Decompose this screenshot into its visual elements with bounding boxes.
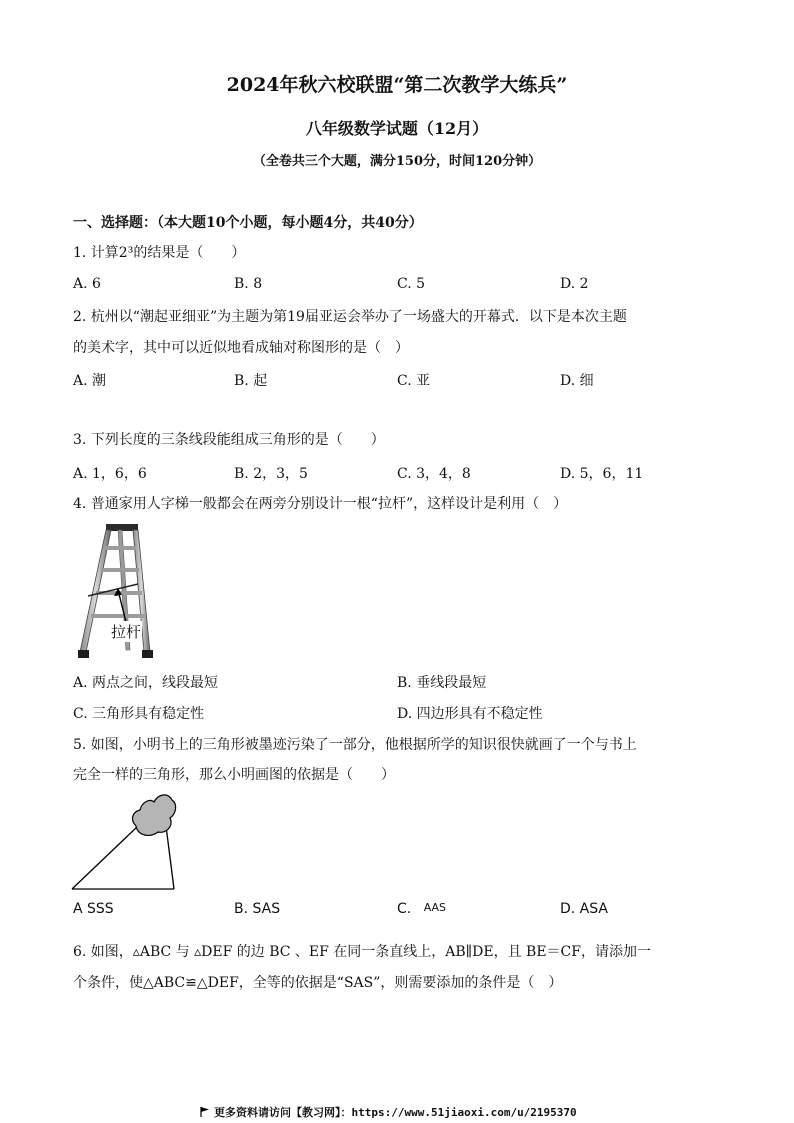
q4-option-c: C. 三角形具有稳定性 bbox=[73, 706, 205, 722]
footer-text: 更多资料请访问【教习网】：https://www.51jiaoxi.com/u/2195370 bbox=[214, 1106, 577, 1119]
q2-option-c: C. 亚 bbox=[397, 373, 431, 389]
q5-option-a: A SSS bbox=[73, 901, 114, 917]
ink-stained-triangle bbox=[70, 786, 180, 892]
flag-icon bbox=[200, 1107, 210, 1117]
q5-option-d: D. ASA bbox=[560, 901, 608, 917]
q2-option-a: A. 潮 bbox=[73, 373, 107, 389]
q1-option-a: A. 6 bbox=[73, 276, 101, 292]
triangle-figure bbox=[70, 786, 180, 892]
exam-note: （全卷共三个大题，满分150分，时间120分钟） bbox=[252, 154, 542, 169]
q5-option-b: B. SAS bbox=[234, 901, 281, 917]
q1-option-b: B. 8 bbox=[234, 276, 263, 292]
q1-option-c: C. 5 bbox=[397, 276, 426, 292]
question-6-line2: 个条件，使△ABC≌△DEF，全等的依据是“SAS”，则需要添加的条件是（ ） bbox=[73, 975, 563, 991]
section-heading: 一、选择题：（本大题10个小题，每小题4分，共40分） bbox=[73, 215, 423, 231]
q2-option-b: B. 起 bbox=[234, 373, 268, 389]
q4-option-d: D. 四边形具有不稳定性 bbox=[397, 706, 543, 722]
q5-option-c-letter: C. bbox=[397, 901, 412, 917]
question-5-stem-line2: 完全一样的三角形，那么小明画图的依据是（ ） bbox=[73, 767, 395, 783]
q3-option-d: D. 5，6，11 bbox=[560, 466, 644, 482]
question-4-stem: 4. 普通家用人字梯一般都会在两旁分别设计一根“拉杆”，这样设计是利用（ ） bbox=[73, 496, 568, 512]
exam-title: 2024年秋六校联盟“第二次教学大练兵” bbox=[226, 74, 568, 96]
q3-option-a: A. 1，6，6 bbox=[73, 466, 147, 482]
q4-option-a: A. 两点之间，线段最短 bbox=[73, 675, 219, 691]
q2-option-d: D. 细 bbox=[560, 373, 594, 389]
question-1-stem: 1. 计算2³的结果是（ ） bbox=[73, 245, 246, 261]
q3-option-c: C. 3，4，8 bbox=[397, 466, 471, 482]
question-3-stem: 3. 下列长度的三条线段能组成三角形的是（ ） bbox=[73, 432, 385, 448]
question-6-line1: 6. 如图，▵ABC 与 ▵DEF 的边 BC 、EF 在同一条直线上，AB∥DE，且 BE＝CF，请添加一 bbox=[73, 944, 651, 960]
q5-option-c bbox=[397, 901, 446, 917]
q5-option-c-text: AAS bbox=[423, 901, 447, 914]
question-2-stem-line1: 2. 杭州以“潮起亚细亚”为主题为第19届亚运会举办了一场盛大的开幕式．以下是本次主题 bbox=[73, 309, 627, 325]
q4-option-b: B. 垂线段最短 bbox=[397, 675, 487, 691]
ladder-label: 拉杆 bbox=[111, 623, 142, 641]
footer-link[interactable] bbox=[200, 1104, 577, 1120]
q3-option-b: B. 2，3，5 bbox=[234, 466, 308, 482]
q1-option-d: D. 2 bbox=[560, 276, 589, 292]
question-5-stem-line1: 5. 如图，小明书上的三角形被墨迹污染了一部分，他根据所学的知识很快就画了一个与书上 bbox=[73, 737, 637, 753]
exam-subtitle: 八年级数学试题（12月） bbox=[305, 119, 489, 138]
question-2-stem-line2: 的美术字，其中可以近似地看成轴对称图形的是（ ） bbox=[73, 340, 409, 356]
